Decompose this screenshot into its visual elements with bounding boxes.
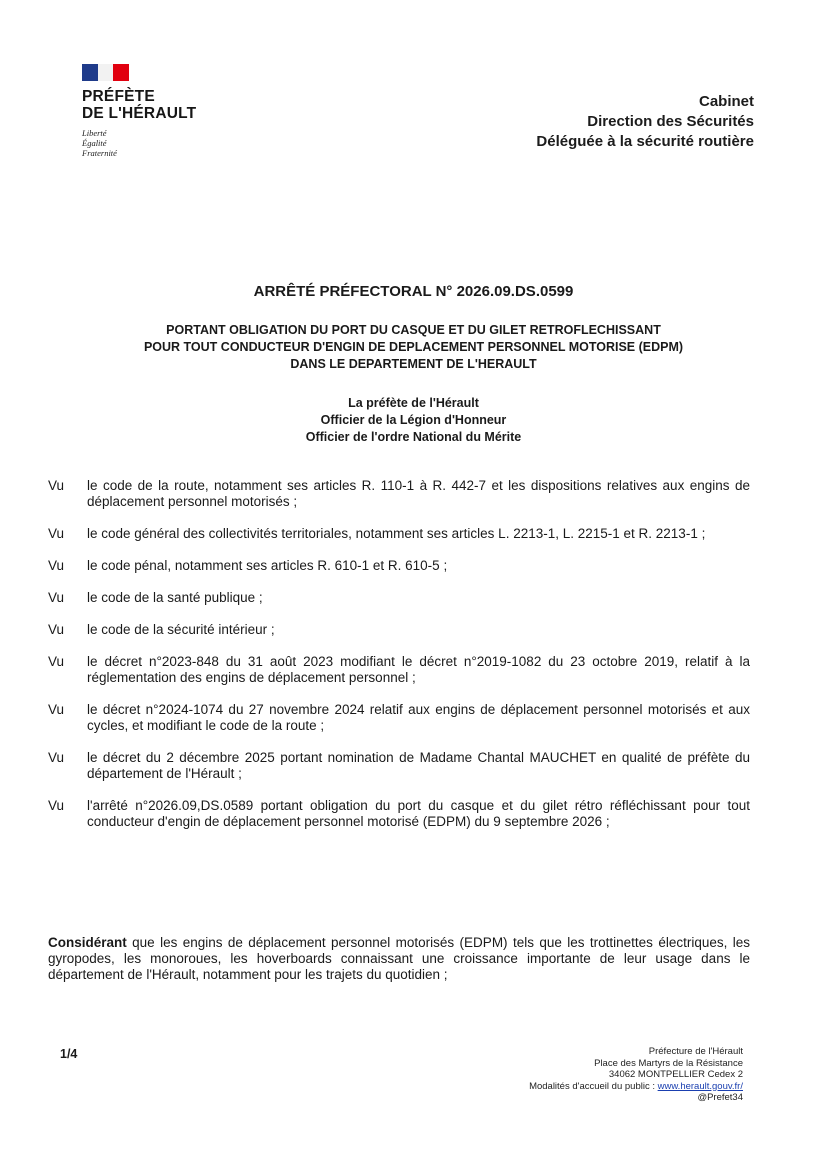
vu-text: le code de la route, notamment ses articles R. 110-1 à R. 442-7 et les dispositions relatives aux engins de déplacement personnel motorisés ; (87, 478, 750, 509)
footer-line: Place des Martyrs de la Résistance (594, 1057, 743, 1069)
vu-item (48, 590, 750, 606)
authority-line: Officier de la Légion d'Honneur (320, 413, 507, 427)
vu-label: Vu (48, 702, 65, 717)
vu-text: le décret du 2 décembre 2025 portant nomination de Madame Chantal MAUCHET en qualité de préfète du département de l'Hérault ; (87, 750, 750, 781)
footer-line: 34062 MONTPELLIER Cedex 2 (608, 1069, 743, 1080)
vu-item (48, 558, 750, 574)
vu-text: le décret n°2024-1074 du 27 novembre 2024 relatif aux engins de déplacement personnel motorisés et aux cycles, et modifiant le code de la route ; (87, 702, 750, 733)
vu-text: le décret n°2023-848 du 31 août 2023 modifiant le décret n°2019-1082 du 23 octobre 2019, relatif à la réglementation des engins de déplacement personnel ; (87, 654, 750, 685)
vu-text: le code pénal, notamment ses articles R. 610-1 et R. 610-5 ; (87, 558, 448, 573)
vu-text: le code général des collectivités territoriales, notamment ses articles L. 2213-1, L. 2215-1 et R. 2213-1 ; (87, 526, 706, 541)
footer-line: Préfecture de l'Hérault (648, 1046, 743, 1057)
reception-label: Modalités d'accueil du public : (529, 1080, 658, 1092)
considerant-paragraph (48, 935, 750, 983)
subtitle-line: PORTANT OBLIGATION DU PORT DU CASQUE ET DU GILET RETROFLECHISSANT (166, 323, 661, 337)
vu-text: le code de la sécurité intérieur ; (87, 622, 275, 637)
vu-item (48, 478, 750, 510)
motto-liberte: Liberté (82, 128, 107, 138)
vu-item (48, 622, 750, 638)
website-link[interactable]: www.herault.gouv.fr/ (657, 1080, 743, 1092)
considerant-text: que les engins de déplacement personnel motorisés (EDPM) tels que les trottinettes électriques, les gyropodes, les monoroues, les hoverboards connaissant une croissance importante de leur usage dans le département de l'Hérault, notamment pour les trajets du quotidien ; (48, 935, 750, 982)
authority-line: Officier de l'ordre National du Mérite (305, 430, 522, 444)
document-title: ARRÊTÉ PRÉFECTORAL N° 2026.09.DS.0599 (253, 283, 574, 300)
logo-line-2: DE L'HÉRAULT (82, 105, 197, 122)
footer-reception (529, 1081, 743, 1093)
vu-label: Vu (48, 526, 65, 541)
vu-item (48, 654, 750, 686)
vu-label: Vu (48, 798, 65, 813)
authority-line: La préfète de l'Hérault (348, 396, 479, 410)
vu-label: Vu (48, 478, 65, 493)
service-line: Déléguée à la sécurité routière (536, 133, 754, 150)
vu-item (48, 750, 750, 782)
page-number: 1/4 (60, 1047, 78, 1061)
subtitle-line: POUR TOUT CONDUCTEUR D'ENGIN DE DEPLACEMENT PERSONNEL MOTORISE (EDPM) (143, 340, 684, 354)
document-subtitle (0, 322, 827, 373)
republic-motto (82, 128, 196, 158)
service-line: Cabinet (698, 93, 754, 110)
motto-fraternite: Fraternité (82, 148, 117, 158)
vu-label: Vu (48, 750, 65, 765)
considerant-label: Considérant (48, 935, 127, 950)
motto-egalite: Égalité (82, 138, 107, 148)
vu-text: l'arrêté n°2026.09,DS.0589 portant obligation du port du casque et du gilet rétro réfléchissant pour tout conducteur d'engin de déplacement personnel motorisé (EDPM) du 9 septembre 2026 ; (87, 798, 750, 829)
logo-line-1: PRÉFÈTE (82, 88, 155, 105)
vu-label: Vu (48, 654, 65, 669)
vu-item (48, 798, 750, 830)
vu-label: Vu (48, 590, 65, 605)
french-flag-icon (82, 64, 129, 81)
service-line: Direction des Sécurités (587, 113, 754, 130)
subtitle-line: DANS LE DEPARTEMENT DE L'HERAULT (290, 357, 537, 371)
service-header (536, 92, 754, 152)
vu-list (48, 478, 750, 846)
vu-item (48, 526, 750, 542)
twitter-handle: @Prefet34 (697, 1092, 743, 1103)
vu-text: le code de la santé publique ; (87, 590, 263, 605)
issuing-authority (0, 395, 827, 446)
vu-item (48, 702, 750, 734)
logo-title (82, 88, 196, 122)
footer-address (529, 1046, 743, 1104)
vu-label: Vu (48, 622, 65, 637)
vu-label: Vu (48, 558, 65, 573)
prefecture-logo (82, 64, 196, 158)
